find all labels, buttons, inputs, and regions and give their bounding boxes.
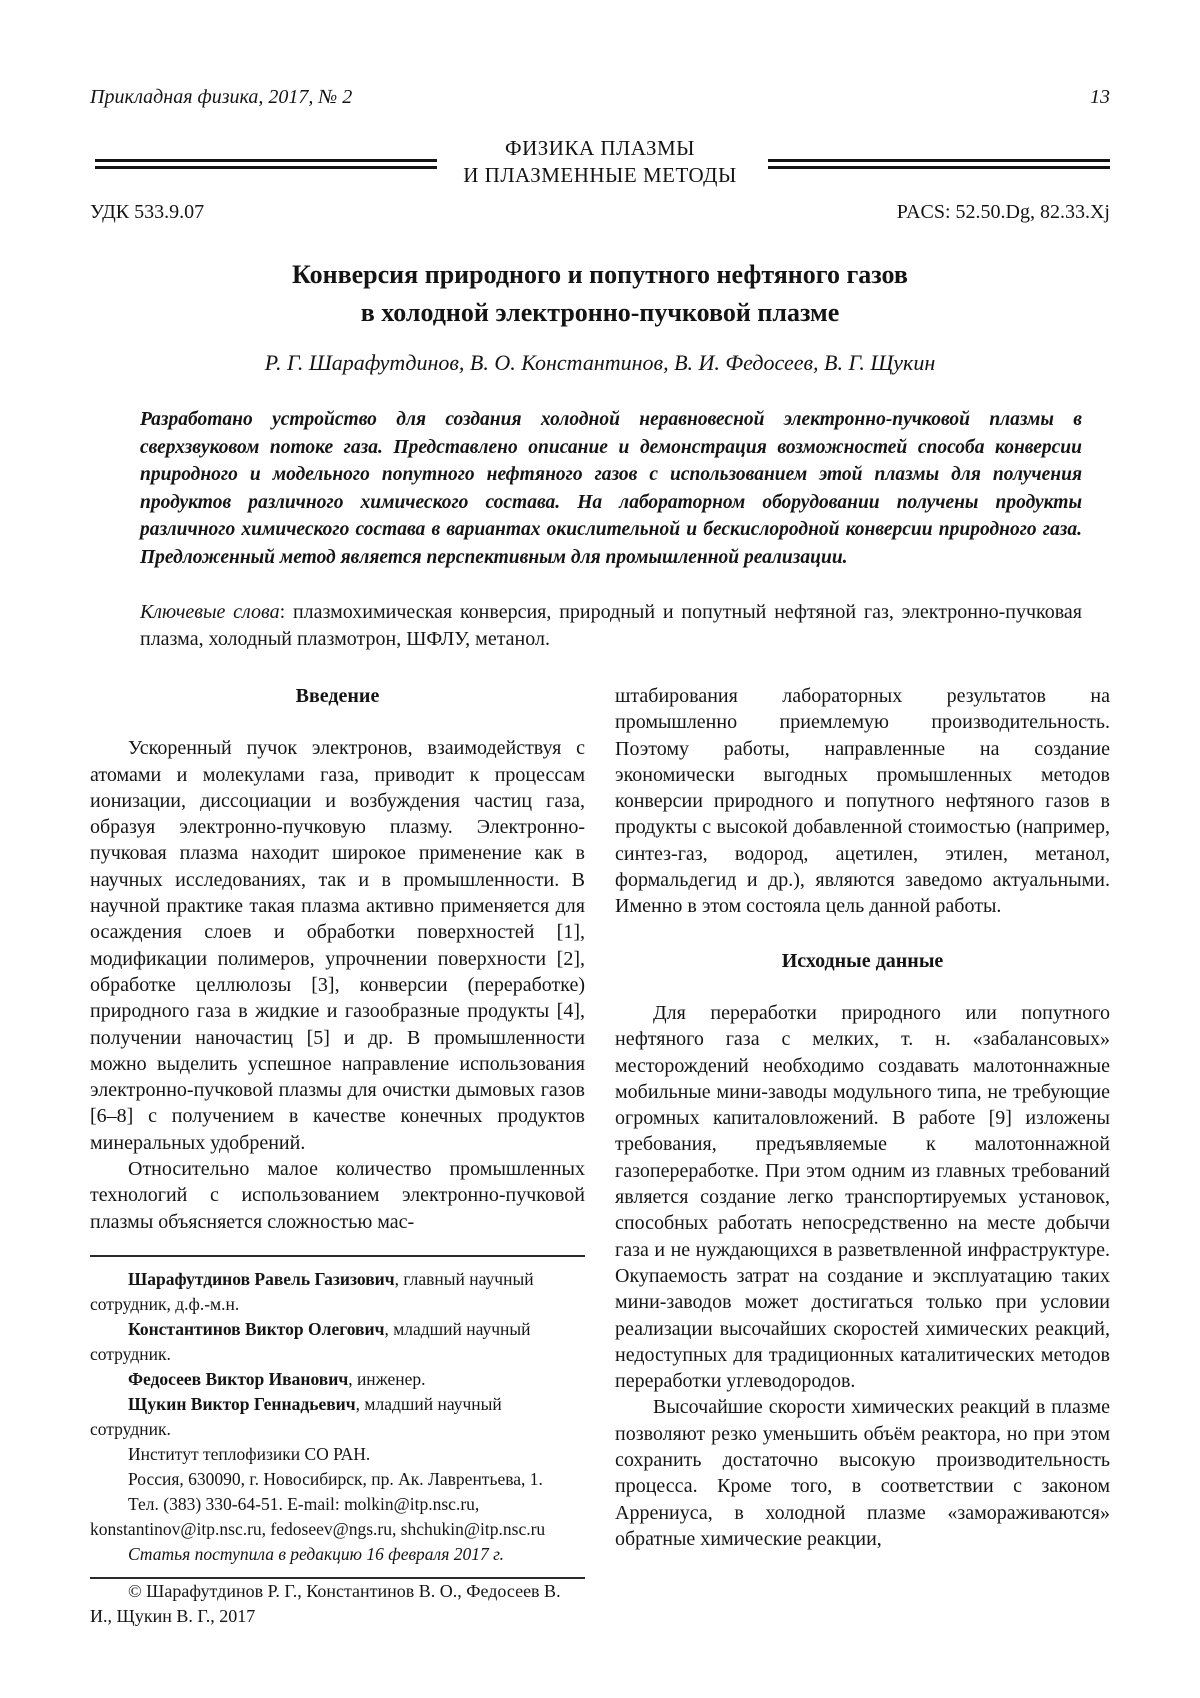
keywords-label: Ключевые слова: [140, 601, 280, 623]
udc-code: УДК 533.9.07: [90, 201, 205, 223]
footnote-author-row: [90, 1267, 585, 1317]
source-data-heading: Исходные данные: [781, 949, 944, 972]
right-paragraph-3: Высочайшие скорости химических реакций в плазме позволяют резко уменьшить объём реактора, но при этом сохранить достаточно высокую производительность процесса. Кроме того, в соответствии с законом Аррениуса, в холодной плазме «замораживаются» обратные химические реакции,: [615, 1396, 1110, 1550]
double-rule-right: [768, 159, 1110, 169]
copyright-line: © Шарафутдинов Р. Г., Константинов В. О., Федосеев В. И., Щукин В. Г., 2017: [90, 1580, 561, 1626]
footnote-author-row: [90, 1317, 585, 1367]
footnote-author-role: , младший научный сотрудник.: [90, 1318, 531, 1364]
footnote-author-role: , инженер.: [348, 1368, 426, 1389]
running-head: [90, 86, 1110, 109]
footnote-contacts: Тел. (383) 330-64-51. E-mail: molkin@itp.nsc.ru, konstantinov@itp.nsc.ru, fedoseev@ngs.ru, shchukin@itp.nsc.ru: [90, 1493, 546, 1539]
left-column: [90, 683, 585, 1629]
footnote-author-name: Щукин Виктор Геннадьевич: [128, 1393, 356, 1414]
right-paragraph-2: Для переработки природного или попутного нефтяного газа с мелких, т. н. «забалансовых» месторождений необходимо создавать малотоннажные мобильные мини-заводы модульного типа, не требующие огромных капиталовложений. В работе [9] изложены требования, предъявляемые к малотоннажной газопереработке. При этом одним из главных требований является создание легко транспортируемых установок, способных работать непосредственно на месте добычи газа и не нуждающихся в разветвленной инфраструктуре. Окупаемость затрат на создание и эксплуатацию таких мини-заводов может достигаться только при условии реализации высочайших скоростей химических реакций, недоступных для традиционных каталитических методов переработки углеводородов.: [615, 1001, 1110, 1393]
left-paragraph-1: Ускоренный пучок электронов, взаимодействуя с атомами и молекулами газа, приводит к процессам ионизации, диссоциации и возбуждения частиц газа, образуя электронно-пучковую плазму. Электронно-пучковая плазма находит широкое применение как в научных исследованиях, так и в промышленности. В научной практике такая плазма активно применяется для осаждения слоев и обработки поверхностей [1], модификации полимеров, упрочнении поверхности [2], обработке целлюлозы [3], конверсии (переработке) природного газа в жидкие и газообразные продукты [4], получении наночастиц [5] и др. В промышленности можно выделить успешное направление использования электронно-пучковой плазмы для очистки дымовых газов [6–8] с получением в качестве конечных продуктов минеральных удобрений.: [90, 737, 585, 1154]
body-columns: [90, 683, 1110, 1629]
section-banner-line1: ФИЗИКА ПЛАЗМЫ: [505, 136, 695, 160]
footnote-affiliation: Институт теплофизики СО РАН.: [128, 1443, 371, 1464]
footnote-author-role: , главный научный сотрудник, д.ф.-м.н.: [90, 1268, 534, 1314]
classification-row: [90, 201, 1110, 224]
page-number: 13: [1090, 86, 1110, 108]
authors-line: Р. Г. Шарафутдинов, В. О. Константинов, В. И. Федосеев, В. Г. Щукин: [264, 350, 936, 375]
journal-header: Прикладная физика, 2017, № 2: [90, 86, 353, 108]
article-title: [90, 256, 1110, 332]
abstract-text: Разработано устройство для создания холодной неравновесной электронно-пучковой плазмы в сверхзвуковом потоке газа. Представлено описание и демонстрация возможностей способа конверсии природного и модельного попутного нефтяного газов с использованием этой плазмы для получения продуктов различного химического состава. На лабораторном оборудовании получены продукты различного химического состава в вариантах окислительной и бескислородной конверсии природного газа. Предложенный метод является перспективным для промышленной реализации.: [140, 409, 1082, 568]
author-footnote: [90, 1255, 585, 1629]
footnote-author-role: , младший научный сотрудник.: [90, 1393, 502, 1439]
footnote-author-row: [90, 1367, 585, 1392]
footnote-author-name: Константинов Виктор Олегович: [128, 1318, 385, 1339]
received-date-line: Статья поступила в редакцию 16 февраля 2017 г.: [90, 1542, 585, 1579]
section-banner-line2: И ПЛАЗМЕННЫЕ МЕТОДЫ: [463, 163, 737, 187]
intro-heading: Введение: [295, 685, 380, 707]
right-column: [615, 683, 1110, 1629]
article-title-line1: Конверсия природного и попутного нефтяного газов: [292, 260, 908, 289]
footnote-author-name: Шарафутдинов Равель Газизович: [128, 1268, 395, 1289]
right-paragraph-1: штабирования лабораторных результатов на промышленно приемлемую производительность. Поэтому работы, направленные на создание экономически выгодных промышленных методов конверсии природного и попутного нефтяного газов в продукты с высокой добавленной стоимостью (например, синтез-газ, водород, ацетилен, этилен, метанол, формальдегид и др.), являются заведомо актуальными. Именно в этом состояла цель данной работы.: [615, 685, 1110, 918]
pacs-code: PACS: 52.50.Dg, 82.33.Xj: [896, 201, 1110, 223]
section-banner: [90, 135, 1110, 193]
footnote-author-name: Федосеев Виктор Иванович: [128, 1368, 349, 1389]
article-title-line2: в холодной электронно-пучковой плазме: [360, 298, 840, 327]
footnote-author-row: [90, 1392, 585, 1442]
keywords-text: : плазмохимическая конверсия, природный и попутный нефтяной газ, электронно-пучковая плазма, холодный плазмотрон, ШФЛУ, метанол.: [140, 601, 1082, 650]
left-paragraph-2: Относительно малое количество промышленных технологий с использованием электронно-пучковой плазмы объясняется сложностью мас-: [90, 1158, 585, 1233]
keywords-block: [140, 599, 1082, 653]
footnote-address: Россия, 630090, г. Новосибирск, пр. Ак. Лаврентьева, 1.: [128, 1468, 543, 1489]
